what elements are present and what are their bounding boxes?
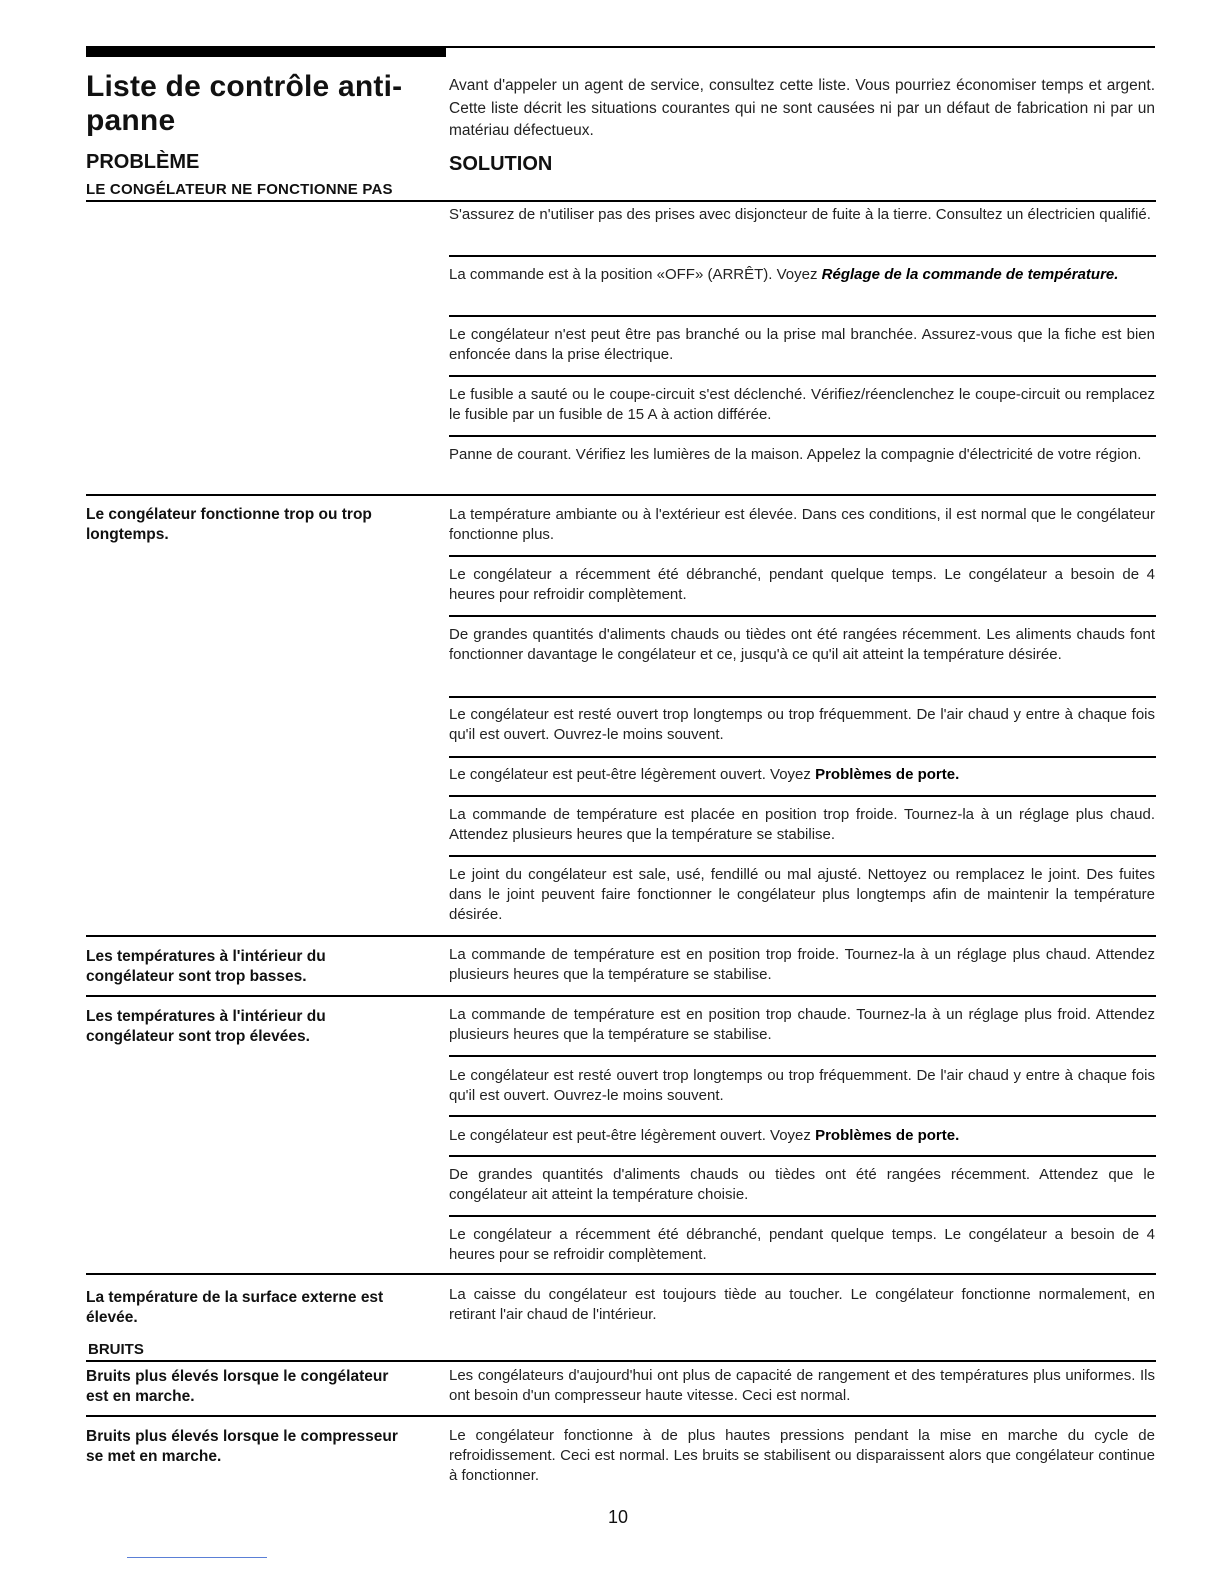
- row-rule: [449, 555, 1156, 557]
- solution-item: Les congélateurs d'aujourd'hui ont plus de capacité de rangement et des températures plus uniformes. Ils ont besoin d'un compresseur haute vitesse. Ceci est normal.: [449, 1367, 1155, 1404]
- header-bar-thick: [86, 46, 446, 57]
- row-rule: [449, 756, 1156, 758]
- row-rule: [449, 315, 1156, 317]
- temp-control-reference: Réglage de la commande de température.: [821, 266, 1119, 283]
- section-rule: [86, 1273, 1156, 1275]
- problem-noise-running: Bruits plus élevés lorsque le congélateur est en marche.: [86, 1368, 389, 1405]
- section-rule: [86, 1415, 1156, 1417]
- solution-item: S'assurez de n'utiliser pas des prises avec disjoncteur de fuite à la tierre. Consultez un électricien qualifié.: [449, 206, 1151, 223]
- solution-item: Le congélateur est resté ouvert trop longtemps ou trop fréquemment. De l'air chaud y entre à chaque fois qu'il est ouvert. Ouvrez-le moins souvent.: [449, 706, 1155, 743]
- intro-paragraph: Avant d'appeler un agent de service, consultez cette liste. Vous pourriez économiser temps et argent. Cette liste décrit les situations courantes qui ne sont causées ni par un défaut de fabrication ni par un matériau défectueux.: [449, 77, 1155, 139]
- solution-item: Panne de courant. Vérifiez les lumières de la maison. Appelez la compagnie d'électricité de votre région.: [449, 446, 1142, 463]
- section-rule: [86, 935, 1156, 937]
- row-rule: [449, 795, 1156, 797]
- solution-item: Le congélateur est resté ouvert trop longtemps ou trop fréquemment. De l'air chaud y entre à chaque fois qu'il est ouvert. Ouvrez-le moins souvent.: [449, 1067, 1155, 1104]
- page-number: 10: [607, 1507, 629, 1527]
- solution-item: [449, 1126, 1155, 1146]
- row-rule: [449, 1115, 1156, 1117]
- solution-item: [449, 265, 1155, 285]
- section-heading-noises: BRUITS: [88, 1341, 144, 1358]
- door-problems-reference: Problèmes de porte.: [815, 1127, 960, 1144]
- solution-item: De grandes quantités d'aliments chauds ou tièdes ont été rangées récemment. Attendez que le congélateur ait atteint la température choisie.: [449, 1166, 1155, 1203]
- row-rule: [449, 375, 1156, 377]
- problem-surface-warm: La température de la surface externe est élevée.: [86, 1289, 384, 1326]
- row-rule: [449, 1055, 1156, 1057]
- problem-temp-too-high: Les températures à l'intérieur du congélateur sont trop élevées.: [86, 1008, 326, 1045]
- solution-item: La caisse du congélateur est toujours tiède au toucher. Le congélateur fonctionne normalement, en retirant l'air chaud de l'intérieur.: [449, 1286, 1155, 1323]
- solution-item: Le joint du congélateur est sale, usé, fendillé ou mal ajusté. Nettoyez ou remplacez le joint. Des fuites dans le joint peuvent faire fonctionner le congélateur plus longtemps afin de maintenir la température désirée.: [449, 866, 1155, 923]
- row-rule: [449, 435, 1156, 437]
- solution-item: Le fusible a sauté ou le coupe-circuit s'est déclenché. Vérifiez/réenclenchez le coupe-circuit ou remplacez le fusible par un fusible de 15 A à action différée.: [449, 386, 1155, 423]
- solution-item: La commande de température est placée en position trop froide. Tournez-la à un réglage plus chaud. Attendez plusieurs heures que la température se stabilise.: [449, 806, 1155, 843]
- row-rule: [449, 615, 1156, 617]
- row-rule: [449, 1215, 1156, 1217]
- section-rule: [86, 995, 1156, 997]
- section-rule: [86, 1360, 1156, 1362]
- solution-text: La commande est à la position «OFF» (ARRÊT). Voyez: [449, 266, 818, 283]
- solution-item: La commande de température est en position trop chaude. Tournez-la à un réglage plus froid. Attendez plusieurs heures que la température se stabilise.: [449, 1006, 1155, 1043]
- solution-text: Le congélateur est peut-être légèrement ouvert. Voyez: [449, 1127, 811, 1144]
- section-heading-not-running: LE CONGÉLATEUR NE FONCTIONNE PAS: [86, 181, 393, 198]
- solution-item: La commande de température est en position trop froide. Tournez-la à un réglage plus chaud. Attendez plusieurs heures que la température se stabilise.: [449, 946, 1155, 983]
- row-rule: [449, 696, 1156, 698]
- problem-temp-too-low: Les températures à l'intérieur du congélateur sont trop basses.: [86, 948, 326, 985]
- solution-column-header: SOLUTION: [449, 153, 553, 175]
- solution-item: De grandes quantités d'aliments chauds ou tièdes ont été rangées récemment. Les aliments chauds font fonctionner davantage le congélateur et ce, jusqu'à ce qu'il ait atteint la température désirée.: [449, 626, 1155, 663]
- row-rule: [449, 855, 1156, 857]
- page-title: Liste de contrôle anti-panne: [86, 70, 403, 137]
- problem-runs-too-long: Le congélateur fonctionne trop ou trop longtemps.: [86, 506, 372, 543]
- row-rule: [449, 1155, 1156, 1157]
- solution-item: Le congélateur a récemment été débranché, pendant quelque temps. Le congélateur a besoin de 4 heures pour se refroidir complètement.: [449, 1226, 1155, 1263]
- row-rule: [449, 255, 1156, 257]
- section-rule: [86, 494, 1156, 496]
- solution-item: [449, 765, 1155, 785]
- problem-noise-compressor: Bruits plus élevés lorsque le compresseur se met en marche.: [86, 1428, 398, 1465]
- solution-text: Le congélateur est peut-être légèrement ouvert. Voyez: [449, 766, 811, 783]
- header-bar-thin: [446, 46, 1155, 48]
- section-rule: [86, 200, 1156, 202]
- bottom-link-line: [127, 1557, 267, 1558]
- door-problems-reference: Problèmes de porte.: [815, 766, 960, 783]
- problem-column-header: PROBLÈME: [86, 151, 200, 173]
- solution-item: Le congélateur a récemment été débranché, pendant quelque temps. Le congélateur a besoin de 4 heures pour refroidir complètement.: [449, 566, 1155, 603]
- solution-item: Le congélateur fonctionne à de plus hautes pressions pendant la mise en marche du cycle de refroidissement. Ceci est normal. Les bruits se stabilisent ou disparaissent alors que congélateur continue à fonctionner.: [449, 1427, 1155, 1484]
- solution-item: La température ambiante ou à l'extérieur est élevée. Dans ces conditions, il est normal que le congélateur fonctionne plus.: [449, 506, 1155, 543]
- solution-item: Le congélateur n'est peut être pas branché ou la prise mal branchée. Assurez-vous que la fiche est bien enfoncée dans la prise électrique.: [449, 326, 1155, 363]
